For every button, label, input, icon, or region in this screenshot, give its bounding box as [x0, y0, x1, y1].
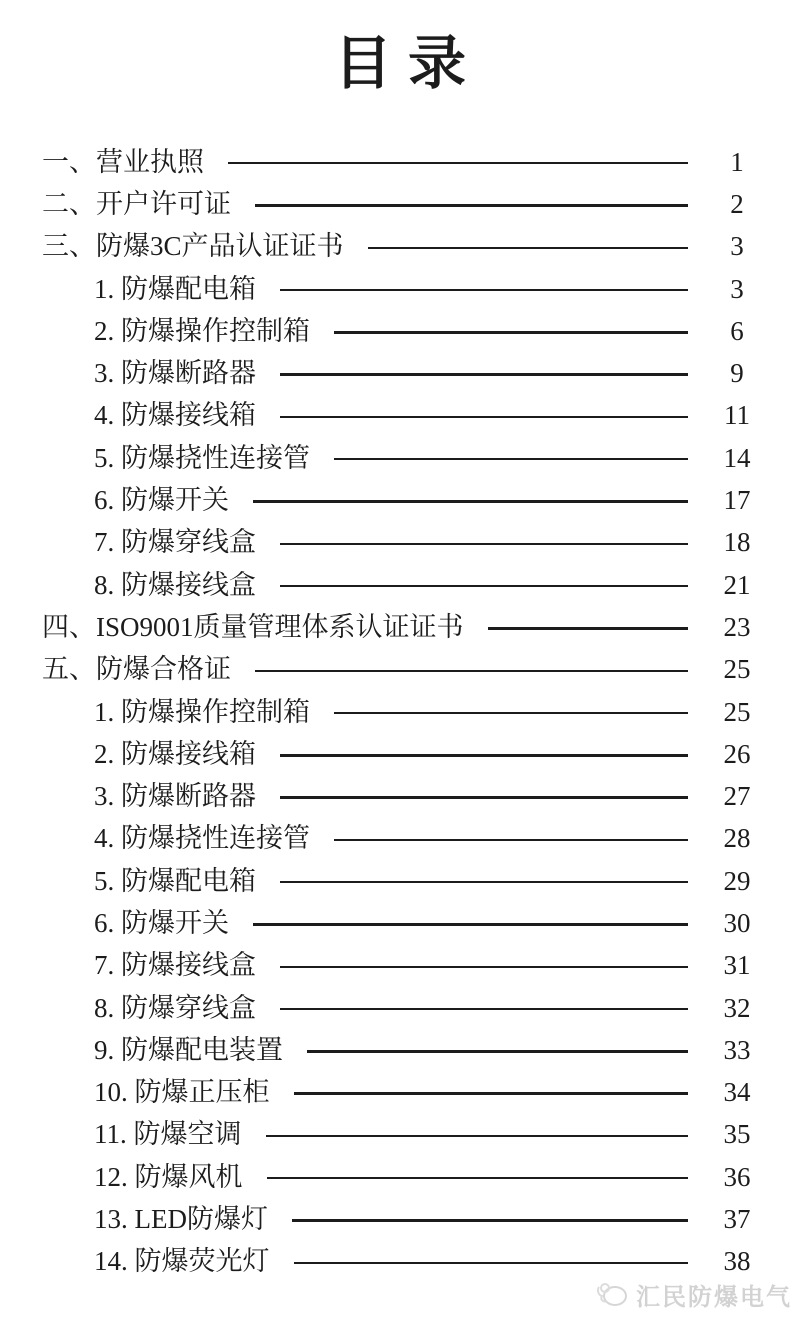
toc-item-page-number: 21 [723, 569, 751, 600]
toc-item-label: 5. 防爆挠性连接管 [94, 442, 310, 473]
toc-item-label: 8. 防爆接线盒 [94, 569, 256, 600]
toc-item [0, 606, 800, 648]
leader-line [294, 1262, 689, 1264]
toc-item-page-number: 38 [723, 1246, 751, 1277]
toc-item-page-number: 1 [730, 146, 744, 177]
toc-item-label: 6. 防爆开关 [94, 907, 229, 938]
toc-item [0, 902, 800, 944]
toc-item [0, 818, 800, 860]
leader-line [280, 796, 688, 798]
toc-item [0, 522, 800, 564]
leader-line [280, 373, 688, 375]
toc-item-page-number: 37 [723, 1204, 751, 1235]
toc-item-label: 3. 防爆断路器 [94, 781, 256, 812]
toc-item-page-number: 28 [723, 823, 751, 854]
leader-line [294, 1092, 689, 1094]
toc-item-label: 7. 防爆穿线盒 [94, 527, 256, 558]
toc-item [0, 945, 800, 987]
toc-item-page-number: 2 [730, 188, 744, 219]
toc-item-label: 2. 防爆接线箱 [94, 738, 256, 769]
watermark-brand-text: 汇民防爆电气 [636, 1285, 792, 1311]
toc-item-page-number: 9 [730, 358, 744, 389]
toc-item-page-number: 26 [723, 738, 751, 769]
leader-line [255, 670, 688, 672]
toc-item-page-number: 33 [723, 1034, 751, 1065]
toc-item-label: 1. 防爆操作控制箱 [94, 696, 310, 727]
toc-item-page-number: 18 [723, 527, 751, 558]
toc-item [0, 987, 800, 1029]
toc-item-page-number: 31 [723, 950, 751, 981]
toc-item-page-number: 36 [723, 1161, 751, 1192]
leader-line [255, 204, 688, 206]
leader-line [280, 966, 688, 968]
leader-line [334, 458, 688, 460]
toc-item-label: 二、开户许可证 [42, 188, 231, 219]
toc-item-label: 10. 防爆正压柜 [94, 1077, 270, 1108]
toc-item [0, 226, 800, 268]
toc-item-page-number: 25 [723, 696, 751, 727]
toc-item [0, 649, 800, 691]
leader-line [280, 754, 688, 756]
toc-item-page-number: 34 [723, 1077, 751, 1108]
toc-item-label: 5. 防爆配电箱 [94, 865, 256, 896]
toc-item [0, 691, 800, 733]
toc-item-label: 一、营业执照 [42, 146, 204, 177]
toc-item-label: 11. 防爆空调 [94, 1119, 242, 1150]
toc-item-page-number: 27 [723, 781, 751, 812]
toc-item-label: 12. 防爆风机 [94, 1161, 243, 1192]
toc-item [0, 479, 800, 521]
toc-item-page-number: 3 [730, 273, 744, 304]
watermark [595, 1277, 792, 1312]
toc-item [0, 141, 800, 183]
toc-item-label: 9. 防爆配电装置 [94, 1034, 283, 1065]
toc-item-label: 4. 防爆接线箱 [94, 400, 256, 431]
leader-line [334, 839, 688, 841]
toc-item-page-number: 14 [723, 442, 751, 473]
toc-item [0, 564, 800, 606]
toc-item-label: 13. LED防爆灯 [94, 1204, 268, 1235]
leader-line [280, 881, 688, 883]
toc-item-page-number: 6 [730, 315, 744, 346]
toc-item-page-number: 11 [724, 400, 750, 431]
toc-item-label: 2. 防爆操作控制箱 [94, 315, 310, 346]
leader-line [280, 289, 688, 291]
toc-item-label: 6. 防爆开关 [94, 485, 229, 516]
toc-item-label: 8. 防爆穿线盒 [94, 992, 256, 1023]
toc-list [0, 141, 800, 1283]
toc-item-label: 三、防爆3C产品认证证书 [42, 231, 344, 262]
leader-line [267, 1177, 689, 1179]
toc-item-page-number: 29 [723, 865, 751, 896]
leader-line [280, 585, 688, 587]
leader-line [280, 543, 688, 545]
toc-item-page-number: 32 [723, 992, 751, 1023]
toc-item [0, 1029, 800, 1071]
toc-item [0, 1156, 800, 1198]
toc-item [0, 183, 800, 225]
leader-line [334, 331, 688, 333]
leader-line [488, 627, 688, 629]
toc-item-label: 3. 防爆断路器 [94, 358, 256, 389]
leader-line [228, 162, 688, 164]
toc-item [0, 268, 800, 310]
leader-line [292, 1219, 688, 1221]
toc-item [0, 352, 800, 394]
toc-item-label: 五、防爆合格证 [42, 654, 231, 685]
toc-item [0, 1198, 800, 1240]
leader-line [266, 1135, 689, 1137]
toc-item-label: 7. 防爆接线盒 [94, 950, 256, 981]
toc-item [0, 733, 800, 775]
toc-item [0, 775, 800, 817]
leader-line [334, 712, 688, 714]
toc-item-page-number: 25 [723, 654, 751, 685]
leader-line [368, 247, 688, 249]
toc-item [0, 310, 800, 352]
toc-item-label: 1. 防爆配电箱 [94, 273, 256, 304]
brand-logo-icon [595, 1281, 629, 1309]
leader-line [280, 416, 688, 418]
toc-item-label: 14. 防爆荧光灯 [94, 1246, 270, 1277]
toc-item-page-number: 30 [723, 907, 751, 938]
toc-item-page-number: 23 [723, 611, 751, 642]
leader-line [253, 923, 688, 925]
toc-item [0, 860, 800, 902]
toc-item [0, 1114, 800, 1156]
toc-item [0, 395, 800, 437]
toc-item-page-number: 3 [730, 231, 744, 262]
leader-line [253, 500, 688, 502]
toc-item-label: 4. 防爆挠性连接管 [94, 823, 310, 854]
toc-item [0, 1072, 800, 1114]
toc-item [0, 437, 800, 479]
toc-item-label: 四、ISO9001质量管理体系认证证书 [42, 611, 464, 642]
leader-line [280, 1008, 688, 1010]
toc-item-page-number: 17 [723, 485, 751, 516]
toc-item-page-number: 35 [723, 1119, 751, 1150]
page-title: 目录 [333, 31, 482, 96]
leader-line [307, 1050, 688, 1052]
